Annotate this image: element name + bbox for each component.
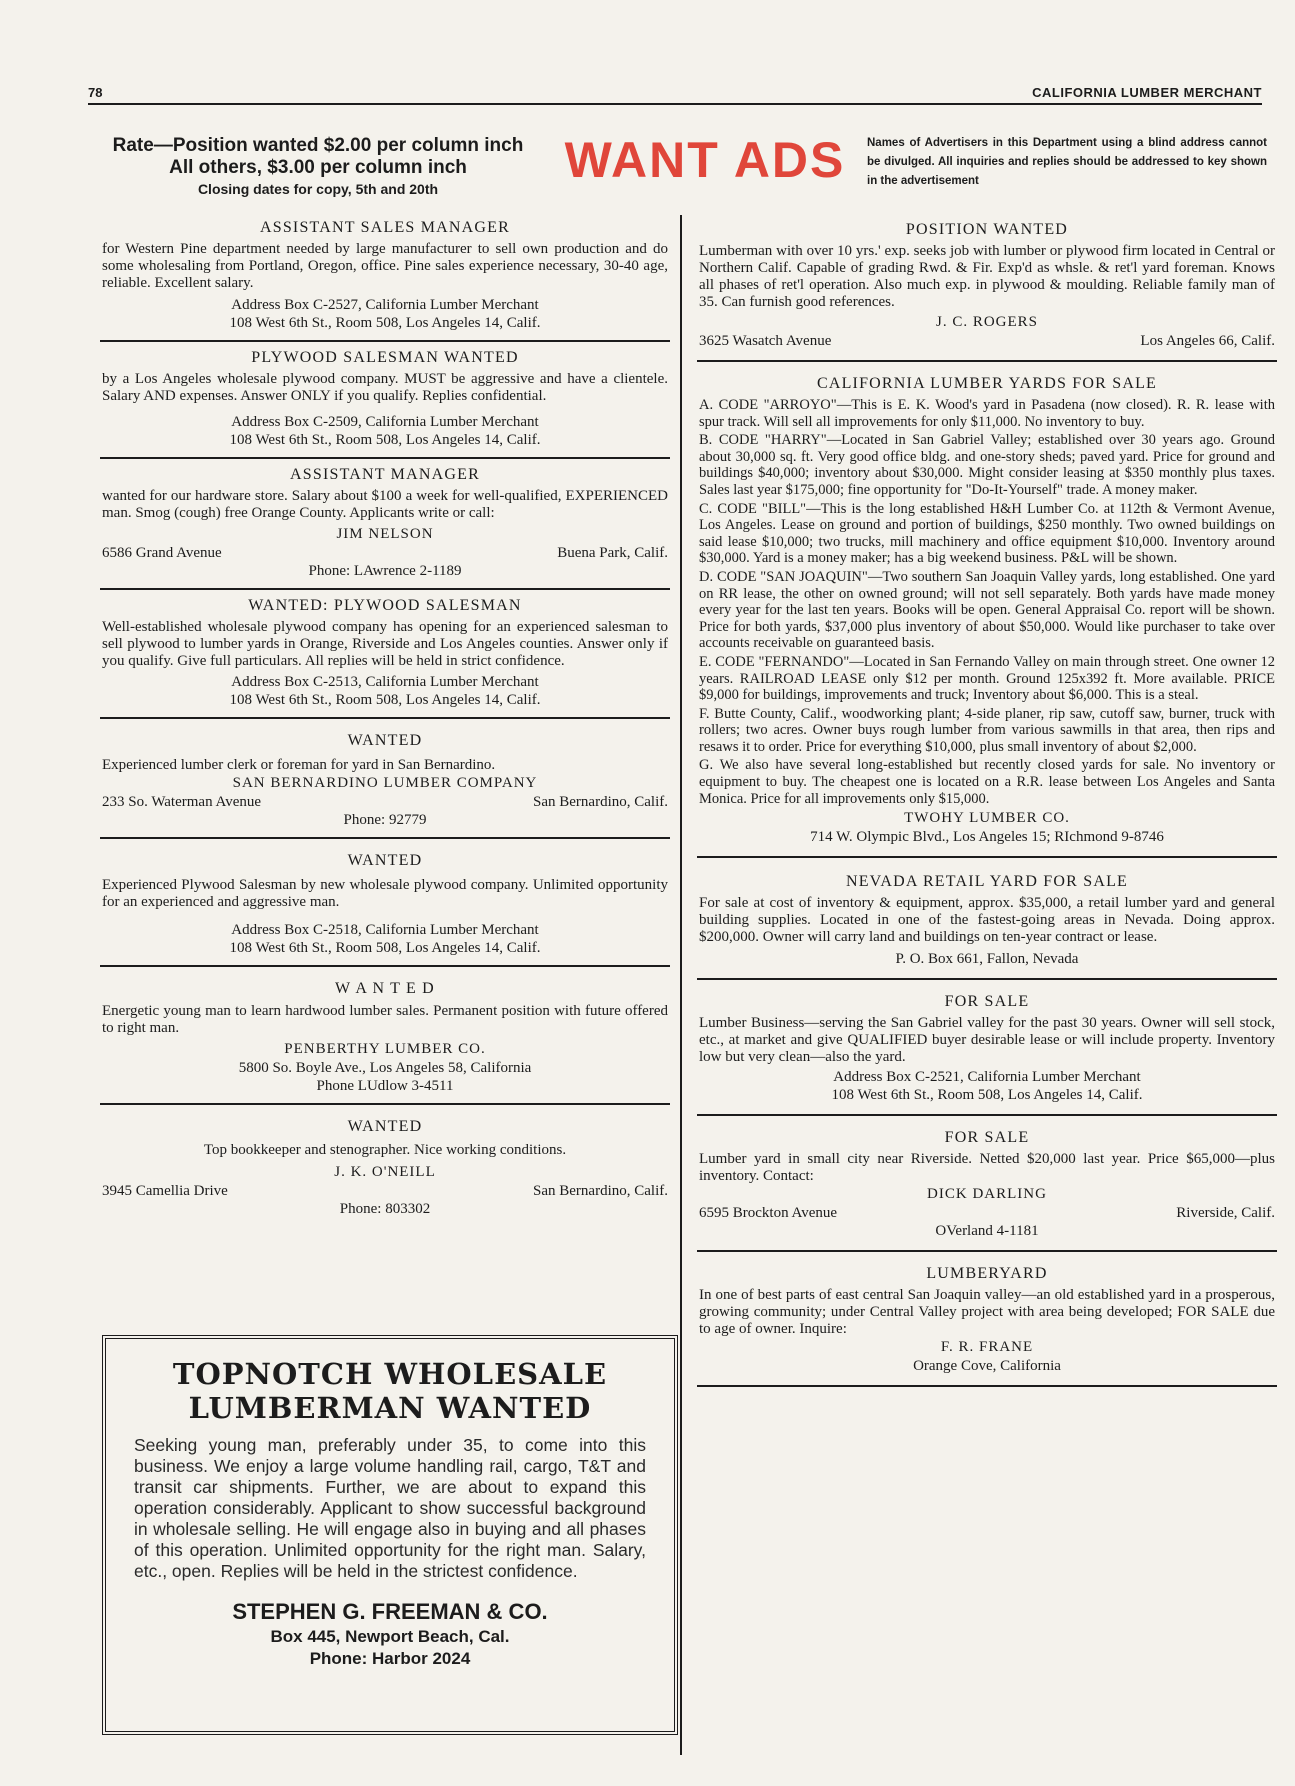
ad-body: Top bookkeeper and stenographer. Nice working conditions. (203, 1142, 567, 1158)
ad-body: In one of best parts of east central San Joaquin valley—an old established yard in a prosperous, growing community; under Central Valley project with area being developed; FOR SALE due to age of owner. Inquire: (699, 1287, 1275, 1338)
contact-address: Orange Cove, California (913, 1358, 1061, 1375)
ad-body: for Western Pine department needed by large manufacturer to sell own production and do some wholesaling from Portland, Oregon, office. Pine sales experience necessary, 30-40 age, reliable. Excellent salary. (102, 241, 668, 291)
ad-body: Experienced lumber clerk or foreman for yard in San Bernardino. (102, 757, 496, 773)
rate-info (88, 135, 548, 199)
contact-address: P. O. Box 661, Fallon, Nevada (895, 951, 1079, 968)
ad-address-line: Phone LUdlow 3-4511 (316, 1078, 454, 1094)
ad-plywood-salesman (100, 340, 670, 457)
running-header (88, 83, 1262, 105)
publication-name: CALIFORNIA LUMBER MERCHANT (1032, 85, 1262, 100)
contact-name: F. R. FRANE (940, 1339, 1034, 1356)
ad-assistant-manager (100, 457, 670, 588)
contact-address: 714 W. Olympic Blvd., Los Angeles 15; RIchmond 9-8746 (810, 829, 1164, 846)
contact-phone: Phone: LAwrence 2-1189 (308, 563, 462, 579)
blind-address-notice: Names of Advertisers in this Department using a blind address cannot be divulged. All inquiries and replies should be addressed to key shown in the advertisement (867, 137, 1267, 187)
city-address: Los Angeles 66, Calif. (1140, 333, 1275, 349)
right-column (697, 212, 1277, 1387)
ad-wanted-plywood-new (100, 837, 670, 965)
ad-body: wanted for our hardware store. Salary about $100 a week for well-qualified, EXPERIENCED man. Smog (cough) free Orange County. Applicants write or call: (102, 488, 668, 521)
ad-body: by a Los Angeles wholesale plywood company. MUST be aggressive and have a clientele. Salary AND expenses. Answer ONLY if you qualify. Replies confidential. (102, 371, 668, 404)
ad-address-line: 108 West 6th St., Room 508, Los Angeles 14, Calif. (229, 940, 541, 956)
ad-address-line: 108 West 6th St., Room 508, Los Angeles 14, Calif. (831, 1087, 1143, 1104)
ad-california-yards (697, 362, 1277, 858)
contact-phone: OVerland 4-1181 (935, 1223, 1039, 1240)
topnotch-box-ad (102, 1335, 678, 1735)
rate-line-2: All others, $3.00 per column inch (169, 157, 467, 178)
ad-address-line: Address Box C-2527, California Lumber Merchant (231, 297, 539, 313)
street-address: 6586 Grand Avenue (102, 545, 222, 561)
ad-for-sale-san-gabriel (697, 980, 1277, 1116)
contact-name: PENBERTHY LUMBER CO. (284, 1041, 486, 1057)
box-ad-title: LUMBERMAN WANTED (188, 1391, 592, 1425)
contact-name: J. K. O'NEILL (334, 1164, 436, 1180)
box-ad-phone: Phone: Harbor 2024 (309, 1649, 471, 1668)
ad-heading: NEVADA RETAIL YARD FOR SALE (845, 873, 1129, 891)
ad-body: Well-established wholesale plywood company has opening for an experienced salesman to sell plywood to lumber yards in Orange, Riverside and Los Angeles counties. Answer only if you qualify. Give full particulars. All replies will be held in strict confidence. (102, 619, 668, 669)
ad-heading: W A N T E D (335, 980, 435, 997)
ad-address-line: 108 West 6th St., Room 508, Los Angeles 14, Calif. (229, 432, 541, 448)
ad-address-line: 108 West 6th St., Room 508, Los Angeles 14, Calif. (229, 692, 541, 708)
ad-address-line: Address Box C-2521, California Lumber Merchant (833, 1069, 1141, 1086)
street-address: 3625 Wasatch Avenue (699, 333, 832, 349)
ad-address-line: Address Box C-2513, California Lumber Merchant (231, 674, 539, 690)
contact-address-row (699, 1204, 1275, 1222)
box-ad-title: TOPNOTCH WHOLESALE (172, 1357, 608, 1391)
ad-body: Lumberman with over 10 yrs.' exp. seeks job with lumber or plywood firm located in Central or Northern Calif. Capable of grading Rwd. & Fir. Exp'd as whsle. & ret'l yard foreman. Knows all phases of ret'l operation. Also much exp. in plywood & moulding. Reliable family man of 35. Can furnish good references. (699, 243, 1275, 310)
contact-name: DICK DARLING (927, 1186, 1047, 1203)
section-title: WANT ADS (564, 132, 846, 188)
list-item: A. CODE "ARROYO"—This is E. K. Wood's yard in Pasadena (now closed). R. R. lease with spur track. Will sell all improvements for only $11,000. No inventory to buy. (699, 397, 1275, 430)
ad-heading: ASSISTANT SALES MANAGER (259, 219, 511, 236)
contact-phone: Phone: 92779 (343, 812, 427, 828)
ad-heading: ASSISTANT MANAGER (290, 466, 480, 483)
ad-assistant-sales-manager (100, 212, 670, 340)
ad-body: Lumber Business—serving the San Gabriel valley for the past 30 years. Owner will sell stock, etc., at market and give QUALIFIED buyer desirable lease or will include property. Inventory low but very clean—also the yard. (699, 1015, 1275, 1066)
ad-heading: WANTED (347, 852, 423, 869)
rate-line-3: Closing dates for copy, 5th and 20th (197, 181, 439, 197)
contact-name: JIM NELSON (336, 526, 434, 542)
rate-line-1: Rate—Position wanted $2.00 per column inch (112, 135, 524, 156)
list-item: C. CODE "BILL"—This is the long established H&H Lumber Co. at 112th & Vermont Avenue, Los Angeles. Lease on ground and portion of buildings, $250 monthly. Two owned buildings on said lease $10,000; two trucks, mill machinery and office equipment $10,000. Inventory around $30,000. Yard is a money maker; has a big weekend business. P&L will be shown. (699, 500, 1275, 567)
ad-body: Energetic young man to learn hardwood lumber sales. Permanent position with future offered to right man. (102, 1003, 668, 1036)
ad-nevada-yard (697, 858, 1277, 980)
ad-heading: WANTED: PLYWOOD SALESMAN (248, 597, 522, 614)
list-item: B. CODE "HARRY"—Located in San Gabriel Valley; established over 30 years ago. Ground about 30,000 sq. ft. Very good office bldg. and one-story sheds; paved yard. Price for ground and buildings $40,000; inventory about $30,000. Might consider leasing at $350 monthly plus taxes. Sales last year $175,000; fine opportunity for "Do-It-Yourself" trade. A money maker. (699, 432, 1275, 498)
ad-address-line: 108 West 6th St., Room 508, Los Angeles 14, Calif. (229, 315, 541, 331)
contact-address-row (699, 332, 1275, 350)
ad-address-line: 5800 So. Boyle Ave., Los Angeles 58, California (238, 1060, 532, 1076)
ad-lumberyard (697, 1252, 1277, 1387)
contact-name: J. C. ROGERS (935, 314, 1039, 330)
ad-heading: FOR SALE (944, 993, 1030, 1011)
contact-address-row (102, 793, 668, 811)
city-address: San Bernardino, Calif. (533, 794, 668, 810)
contact-name: TWOHY LUMBER CO. (904, 810, 1070, 827)
box-ad-firm: STEPHEN G. FREEMAN & CO. (232, 1599, 548, 1624)
left-column (100, 212, 670, 1226)
box-ad-body: Seeking young man, preferably under 35, to come into this business. We enjoy a large volume handling rail, cargo, T&T and transit car shipments. Further, we are about to expand this operation considerably. Applicant to show successful background in wholesale selling. He will engage also in buying and all phases of this operation. Unlimited opportunity for the right man. Salary, etc., open. Replies will be held in the strictest confidence. (134, 1435, 646, 1581)
ad-wanted-plywood-salesman (100, 588, 670, 717)
list-item: D. CODE "SAN JOAQUIN"—Two southern San Joaquin Valley yards, long established. One yard on RR lease, the other on owned ground; will not sell separately. Both yards have made money every year for the last ten years. Books will be open. General Appraisal Co. report will be shown. Price for both yards, $37,000 plus inventory of about $50,000. Would like purchaser to take over accounts receivable on guaranteed basis. (699, 568, 1275, 652)
list-item: F. Butte County, Calif., woodworking plant; 4-side planer, rip saw, cutoff saw, burner, truck with rollers; two acres. Owner buys rough lumber from various sawmills in that area, then rips and resaws it to order. Price for everything $10,000, plus small inventory of about $2,000. (699, 705, 1275, 755)
street-address: 3945 Camellia Drive (102, 1183, 228, 1199)
contact-phone: Phone: 803302 (339, 1201, 431, 1217)
ad-body: Lumber yard in small city near Riverside. Netted $20,000 last year. Price $65,000—plus inventory. Contact: (699, 1151, 1275, 1185)
ad-heading: LUMBERYARD (926, 1265, 1048, 1283)
ad-heading: CALIFORNIA LUMBER YARDS FOR SALE (816, 375, 1158, 392)
contact-name: SAN BERNARDINO LUMBER COMPANY (232, 775, 538, 791)
ad-heading: FOR SALE (944, 1129, 1030, 1147)
contact-address-row (102, 1182, 668, 1200)
ad-heading: WANTED (347, 1118, 423, 1135)
ad-body: For sale at cost of inventory & equipment, approx. $35,000, a retail lumber yard and general building supplies. Located in one of the fastest-going areas in Nevada. Doing approx. $200,000. Owner will carry land and buildings on ten-year contract or lease. (699, 895, 1275, 946)
page-number: 78 (88, 85, 103, 100)
ad-wanted-hardwood (100, 965, 670, 1103)
column-divider (680, 215, 682, 1755)
ad-heading: PLYWOOD SALESMAN WANTED (251, 349, 519, 366)
ad-body: Experienced Plywood Salesman by new wholesale plywood company. Unlimited opportunity for an experienced and aggressive man. (102, 877, 668, 910)
ad-address-line: Address Box C-2509, California Lumber Merchant (231, 414, 539, 430)
list-item: G. We also have several long-established but recently closed yards for sale. No inventory or equipment to buy. The cheapest one is located on a R.R. lease between Los Angeles and Santa Monica. Price for all improvements only $15,000. (699, 757, 1275, 807)
city-address: San Bernardino, Calif. (533, 1183, 668, 1199)
street-address: 6595 Brockton Avenue (699, 1205, 838, 1222)
contact-address-row (102, 544, 668, 562)
street-address: 233 So. Waterman Avenue (102, 794, 262, 810)
ad-address-line: Address Box C-2518, California Lumber Merchant (231, 922, 539, 938)
list-item: E. CODE "FERNANDO"—Located in San Fernando Valley on main through street. One owner 12 years. RAILROAD LEASE only $12 per month. Ground 125x392 ft. More available. PRICE $9,000 for buildings, improvements and truck; Inventory about $6,000. This is a steal. (699, 653, 1275, 704)
ad-for-sale-riverside (697, 1116, 1277, 1252)
box-ad-address: Box 445, Newport Beach, Cal. (270, 1627, 510, 1646)
ad-position-wanted (697, 212, 1277, 362)
ad-wanted-bookkeeper (100, 1103, 670, 1226)
city-address: Riverside, Calif. (1176, 1205, 1275, 1222)
ad-heading: POSITION WANTED (905, 221, 1069, 238)
ad-wanted-lumber-clerk (100, 717, 670, 837)
ad-heading: WANTED (347, 732, 423, 749)
city-address: Buena Park, Calif. (557, 545, 668, 561)
